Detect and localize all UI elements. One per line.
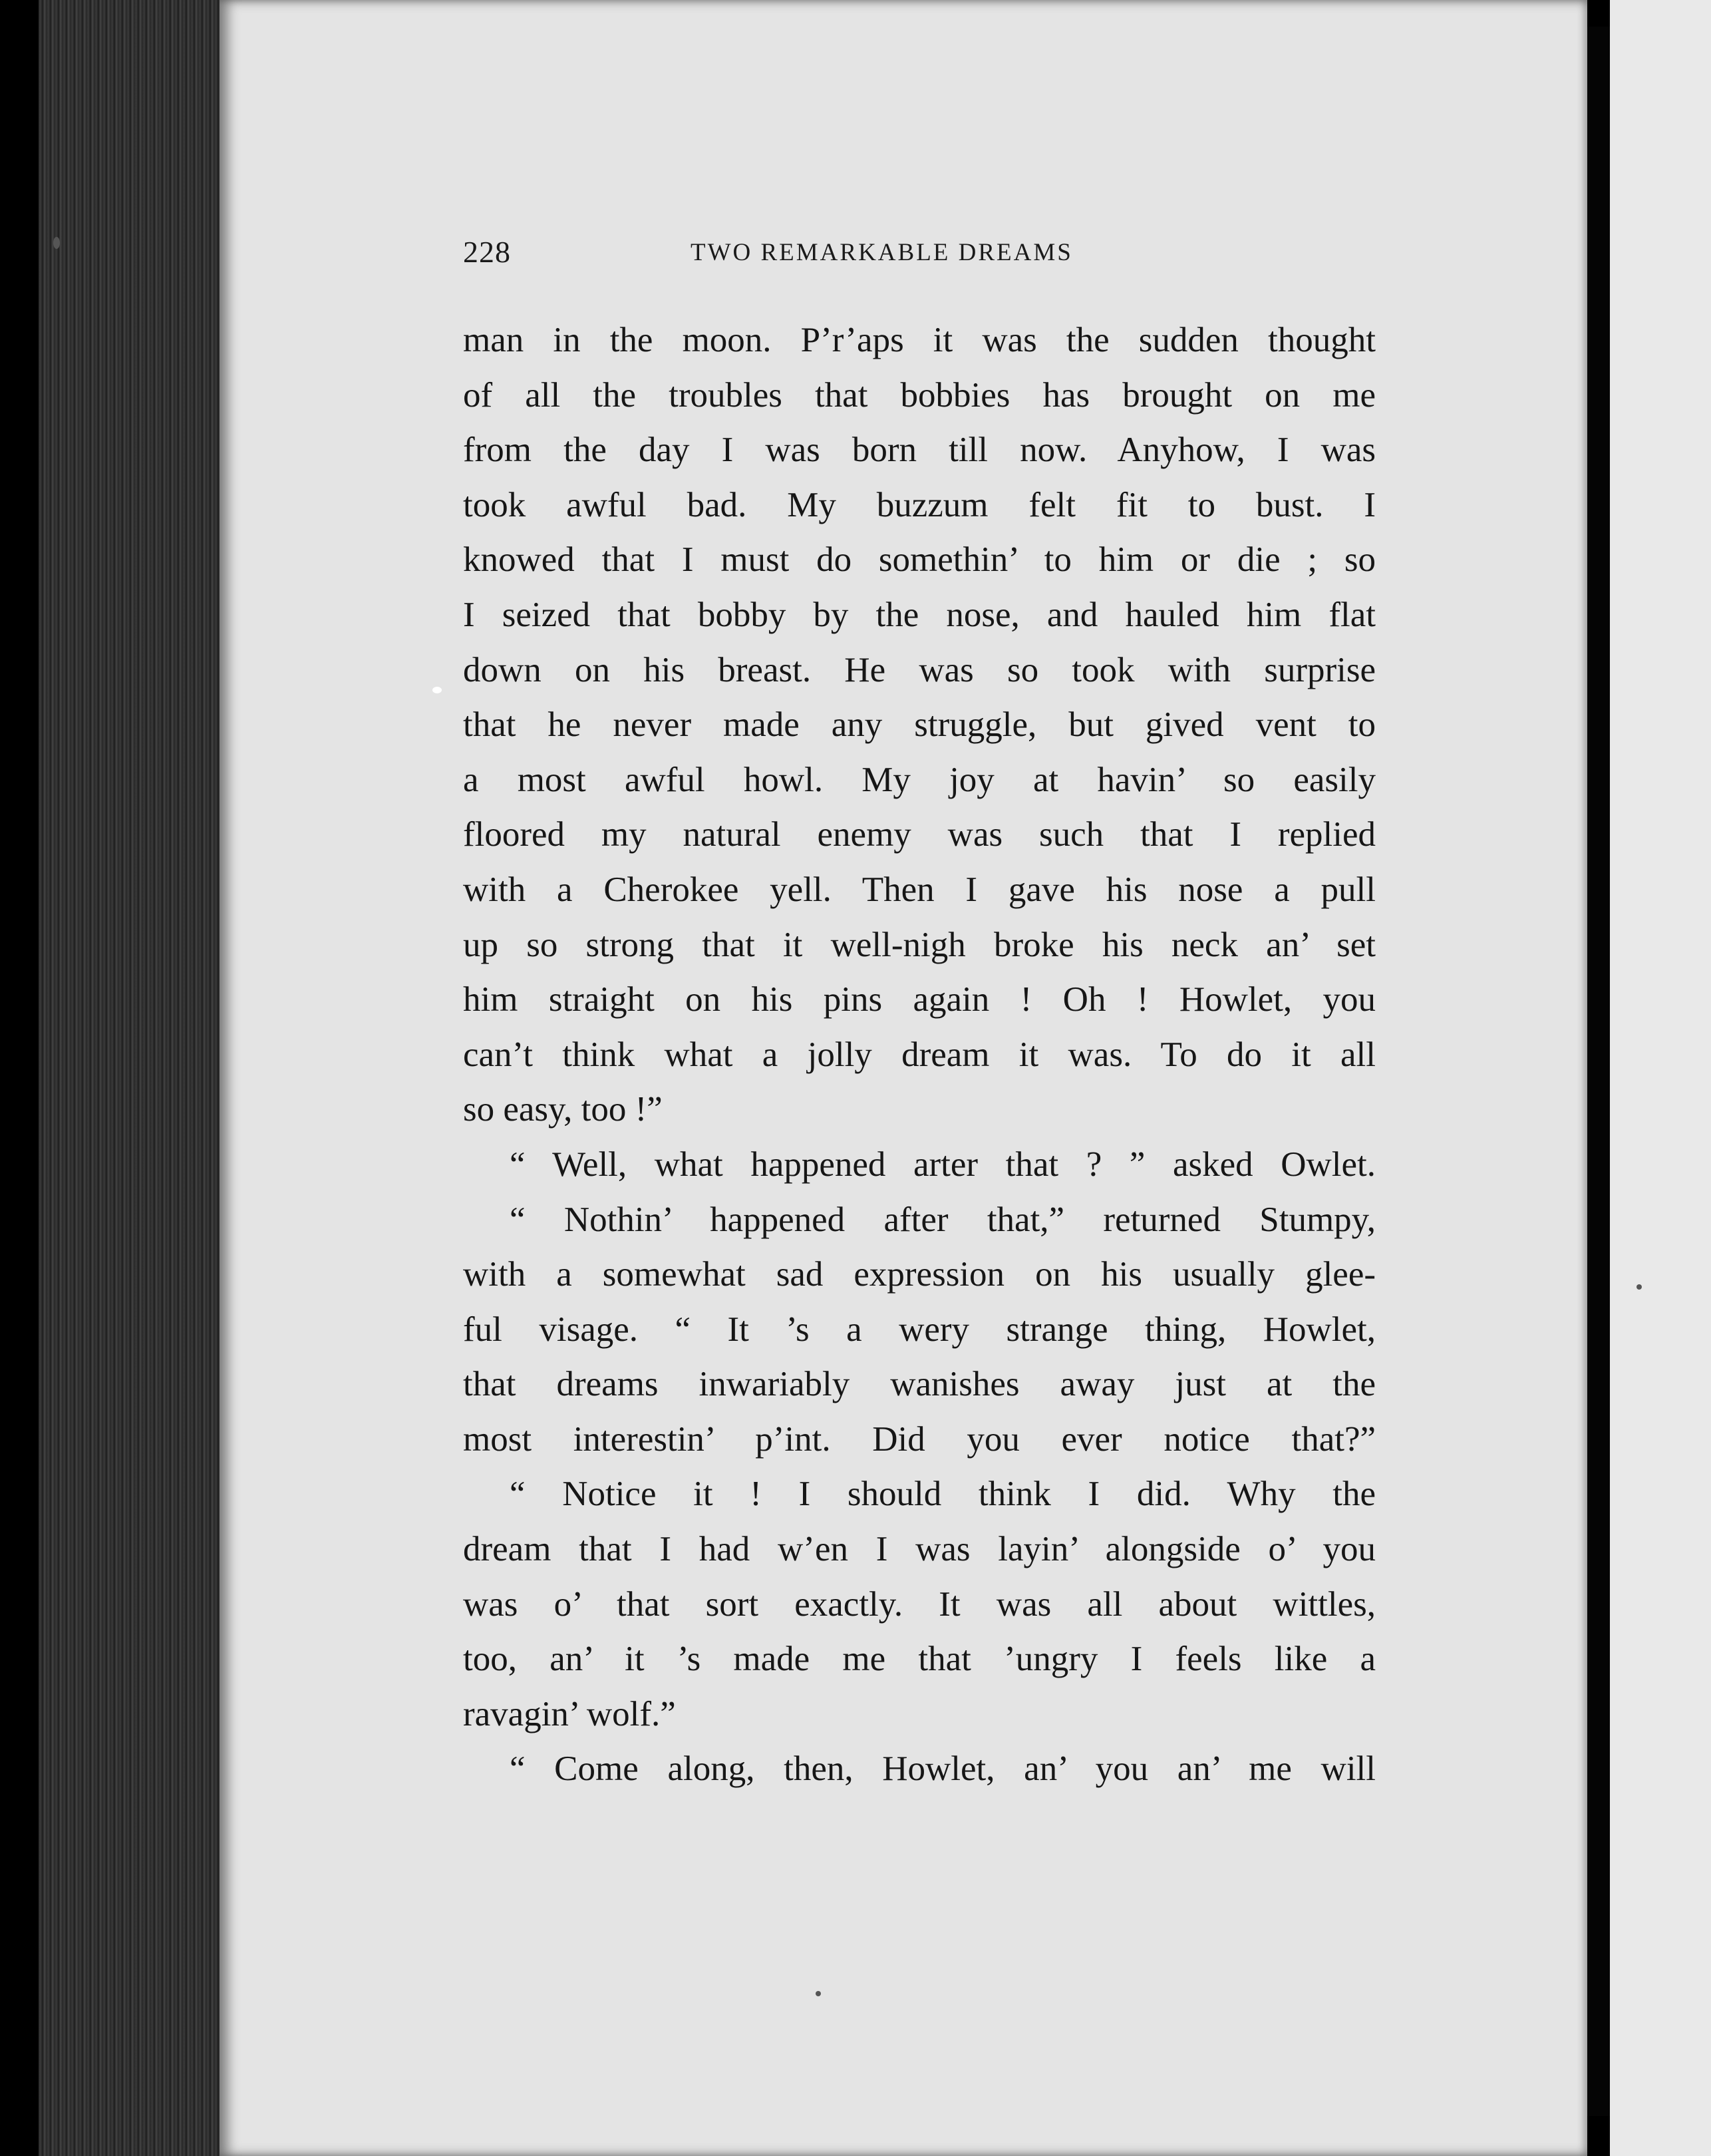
- page-header: [463, 234, 1380, 274]
- text-line: with a somewhat sad expression on his usually glee-: [463, 1255, 1376, 1294]
- text-line: man in the moon. P’r’aps it was the sudden thought: [463, 321, 1376, 359]
- text-line: floored my natural enemy was such that I replied: [463, 815, 1376, 854]
- text-line: can’t think what a jolly dream it was. To do it all: [463, 1035, 1376, 1074]
- text-line: down on his breast. He was so took with surprise: [463, 650, 1376, 689]
- text-line: ravagin’ wolf.”: [463, 1694, 676, 1733]
- text-line: that he never made any struggle, but gived vent to: [463, 705, 1376, 745]
- page-gutter: [1587, 27, 1610, 2116]
- page-number: 228: [463, 235, 511, 269]
- text-line: from the day I was born till now. Anyhow, I was: [463, 431, 1376, 470]
- body-text: [463, 313, 1376, 1797]
- text-line: I seized that bobby by the nose, and hauled him flat: [463, 595, 1376, 634]
- text-line: “ Well, what happened arter that ? ” asked Owlet.: [510, 1145, 1376, 1184]
- text-line: too, an’ it ’s made me that ’ungry I feels like a: [463, 1640, 1376, 1679]
- running-head: TWO REMARKABLE DREAMS: [691, 239, 1073, 266]
- text-line: him straight on his pins again ! Oh ! Howlet, you: [463, 980, 1376, 1019]
- text-line: that dreams inwariably wanishes away just at the: [463, 1365, 1376, 1404]
- text-line: most interestin’ p’int. Did you ever notice that?”: [463, 1419, 1376, 1459]
- text-line: a most awful howl. My joy at havin’ so easily: [463, 760, 1376, 799]
- dust-speck: [816, 1991, 821, 1996]
- text-line: of all the troubles that bobbies has brought on me: [463, 375, 1376, 415]
- text-line: ful visage. “ It ’s a wery strange thing, Howlet,: [463, 1310, 1376, 1349]
- text-line: “ Come along, then, Howlet, an’ you an’ me will: [510, 1749, 1376, 1789]
- text-line: up so strong that it well-nigh broke his neck an’ set: [463, 925, 1376, 964]
- dust-speck: [53, 237, 60, 249]
- text-line: with a Cherokee yell. Then I gave his nose a pull: [463, 870, 1376, 909]
- text-line: “ Notice it ! I should think I did. Why the: [510, 1475, 1376, 1514]
- text-line: was o’ that sort exactly. It was all about wittles,: [463, 1584, 1376, 1624]
- text-line: took awful bad. My buzzum felt fit to bust. I: [463, 485, 1376, 524]
- text-line: dream that I had w’en I was layin’ alongside o’ you: [463, 1530, 1376, 1569]
- page-edges: [39, 0, 222, 2156]
- dust-speck: [1636, 1284, 1642, 1290]
- text-line: “ Nothin’ happened after that,” returned Stumpy,: [510, 1200, 1376, 1239]
- facing-page-edge: [1610, 0, 1711, 2156]
- dust-speck: [432, 687, 442, 693]
- text-line: knowed that I must do somethin’ to him or die ; so: [463, 540, 1376, 580]
- text-line: so easy, too !”: [463, 1090, 663, 1129]
